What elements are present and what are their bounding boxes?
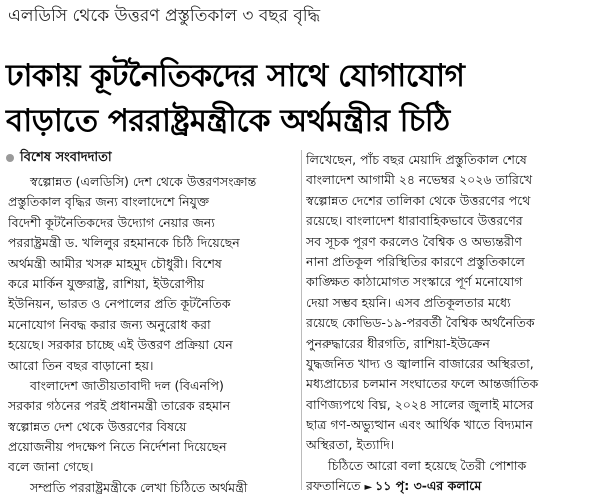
column-divider: [301, 150, 302, 490]
article-line: মধ্যপ্রাচ্যের চলমান সংঘাতের ফলে আন্তর্জাতিক: [306, 376, 539, 392]
continuation-jump[interactable]: [364, 478, 481, 493]
article-line: স্বল্পোন্নত (এলডিসি) দেশ থেকে উত্তরণসংক্রান্ত: [30, 174, 257, 189]
article-line: হয়েছে। সরকার চাচ্ছে এই উত্তরণ প্রক্রিয়া যেন: [8, 337, 233, 353]
byline-text: বিশেষ সংবাদদাতা: [20, 150, 112, 165]
article-line: সম্প্রতি পররাষ্ট্রমন্ত্রীকে লেখা চিঠিতে অর্থমন্ত্রী: [30, 479, 248, 495]
article-line: অর্থমন্ত্রী আমীর খসরু মাহমুদ চৌধুরী। বিশেষ: [8, 255, 222, 271]
article-line: সব সূচক পূরণ করলেও বৈশ্বিক ও অভ্যন্তরীণ: [306, 233, 522, 249]
headline-kicker: এলডিসি থেকে উত্তরণ প্রস্তুতিকাল ৩ বছর বৃদ্ধি: [8, 6, 321, 26]
headline-line-2: বাড়াতে পররাষ্ট্রমন্ত্রীকে অর্থমন্ত্রীর চিঠি: [6, 103, 450, 139]
article-line: পুনরুদ্ধারের ধীরগতি, রাশিয়া-ইউক্রেন: [306, 335, 490, 351]
article-line: আরো তিন বছর বাড়ানো হয়।: [8, 357, 154, 373]
article-line: লিখেছেন, পাঁচ বছর মেয়াদি প্রস্তুতিকাল শেষে: [306, 152, 527, 167]
article-line: বাণিজ্যপথে বিঘ্ন, ২০২৪ সালের জুলাই মাসের: [306, 396, 534, 412]
article-line: অস্থিরতা, ইত্যাদি।: [306, 437, 395, 453]
article-line: ছাত্র গণ-অভ্যুত্থান এবং আর্থিক খাতে বিদ্যমান: [306, 417, 533, 433]
article-column-left: [8, 172, 300, 498]
article-line: ইউনিয়ন, ভারত ও নেপালের প্রতি কূটনৈতিক: [8, 296, 231, 312]
article-line: প্রস্তুতিকাল বৃদ্ধির জন্য বাংলাদেশে নিযুক্ত: [8, 194, 209, 210]
article-line: মনোযোগ নিবদ্ধ করার জন্য অনুরোধ করা: [8, 316, 211, 332]
article-line: করে মার্কিন যুক্তরাষ্ট্র, রাশিয়া, ইউরোপীয়: [8, 275, 205, 291]
article-line: রফতানিতে: [306, 478, 361, 494]
article-line: কাঙ্ক্ষিত কাঠামোগত সংস্কারে পূর্ণ মনোযোগ: [306, 274, 523, 290]
article-line: সরকার গঠনের পরই প্রধানমন্ত্রী তারেক রহমান: [8, 398, 231, 414]
article-line: স্বল্পোন্নত দেশ থেকে উত্তরণের বিষয়ে: [8, 418, 187, 434]
article-line: প্রয়োজনীয় পদক্ষেপ নিতে নির্দেশনা দিয়েছেন: [8, 439, 227, 455]
article-line: বিদেশী কূটনৈতিকদের উদ্যোগ নেয়ার জন্য: [8, 214, 215, 230]
article-line: চিঠিতে আরো বলা হয়েছে তৈরী পোশাক: [328, 457, 527, 473]
article-line: নানা প্রতিকূল পরিস্থিতির কারণে প্রস্তুতিকালে: [306, 253, 525, 269]
article-line: পররাষ্ট্রমন্ত্রী ড. খলিলুর রহমানকে চিঠি দিয়েছেন: [8, 235, 240, 251]
headline-line-1: ঢাকায় কূটনৈতিকদের সাথে যোগাযোগ: [6, 58, 465, 94]
article-line: দেয়া সম্ভব হয়নি। এসব প্রতিকূলতার মধ্যে: [306, 294, 511, 310]
article-line: বাংলাদেশ আগামী ২৪ নভেম্বর ২০২৬ তারিখে: [306, 172, 533, 188]
triangle-right-icon: ►: [364, 482, 373, 494]
article-line: রয়েছে। বাংলাদেশ ধারাবাহিকভাবে উত্তরণের: [306, 213, 523, 229]
bullet-icon: [6, 154, 14, 162]
article-line: বলে জানা গেছে।: [8, 459, 94, 475]
byline: [6, 149, 306, 167]
article-line: রয়েছে কোভিড-১৯-পরবর্তী বৈশ্বিক অর্থনৈতিক: [306, 315, 535, 331]
article-line: বাংলাদেশ জাতীয়তাবাদী দল (বিএনপি): [30, 377, 224, 393]
article-line: যুদ্ধজনিত খাদ্য ও জ্বালানি বাজারের অস্থিরতা,: [306, 355, 534, 371]
continuation-jump-text: ১১ পৃ: ৩-এর কলামে: [375, 478, 482, 494]
article-column-right: [306, 150, 598, 497]
article-line: স্বল্পোন্নত দেশের তালিকা থেকে উত্তরণের পথে: [306, 192, 531, 208]
